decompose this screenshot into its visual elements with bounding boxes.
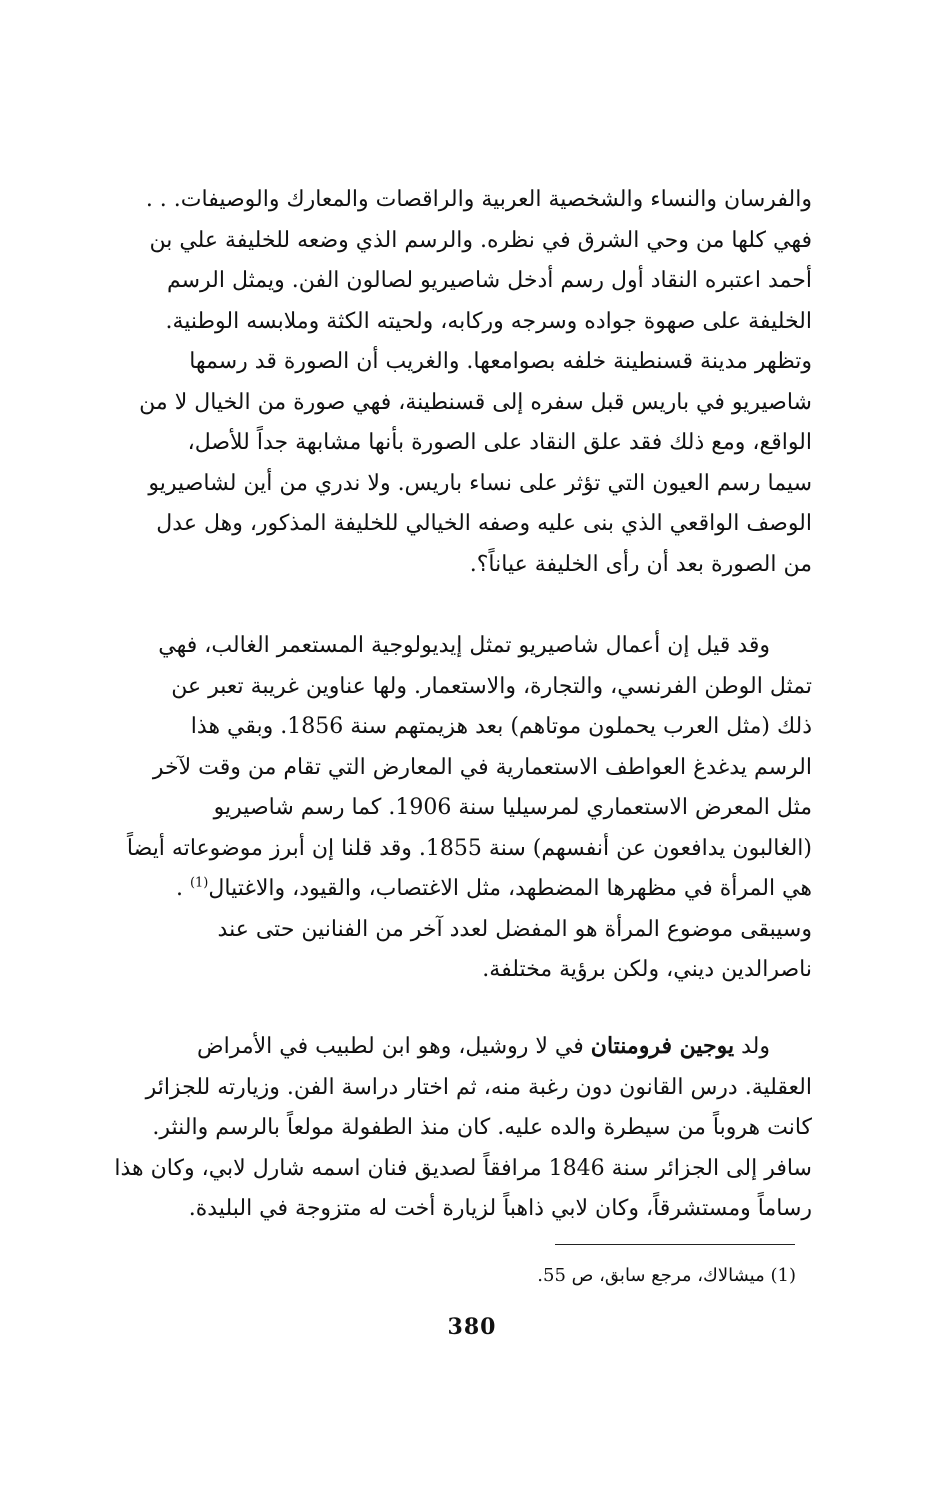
text-line: تمثل الوطن الفرنسي، والتجارة، والاستعمار. ولها عناوين غريبة تعبر عن bbox=[171, 673, 812, 699]
text-line: العقلية. درس القانون دون رغبة منه، ثم اختار دراسة الفن. وزيارته للجزائر bbox=[145, 1074, 812, 1100]
text-line: وسيبقى موضوع المرأة هو المفضل لعدد آخر من الفنانين حتى عند bbox=[217, 916, 812, 942]
text-line: ناصرالدين ديني، ولكن برؤية مختلفة. bbox=[482, 957, 812, 982]
text-line: فهي كلها من وحي الشرق في نظره. والرسم الذي وضعه للخليفة علي بن bbox=[149, 227, 812, 253]
text-line: ذلك (مثل العرب يحملون موتاهم) بعد هزيمتهم سنة 1856. وبقي هذا bbox=[190, 714, 812, 739]
text-line: الواقع، ومع ذلك فقد علق النقاد على الصورة بأنها مشابهة جداً للأصل، bbox=[187, 430, 812, 455]
footnote-divider bbox=[555, 1244, 795, 1245]
text-line: هي المرأة في مظهرها المضطهد، مثل الاغتصاب، والقيود، والاغتيال bbox=[208, 876, 812, 901]
text-fragment: ولد bbox=[734, 1034, 770, 1059]
text-line: الخليفة على صهوة جواده وسرجه وركابه، ولحيته الكثة وملابسه الوطنية. bbox=[165, 308, 812, 334]
footnote: (1) ميشالاك، مرجع سابق، ص 55. bbox=[537, 1265, 796, 1286]
person-name: يوجين فرومنتان bbox=[590, 1033, 735, 1059]
text-line: سيما رسم العيون التي تؤثر على نساء باريس. ولا ندري من أين لشاصيريو bbox=[148, 470, 812, 496]
text-line: سافر إلى الجزائر سنة 1846 مرافقاً لصديق فنان اسمه شارل لابي، وكان هذا bbox=[114, 1155, 812, 1181]
punctuation: . bbox=[175, 876, 190, 901]
text-line: الوصف الواقعي الذي بنى عليه وصفه الخيالي للخليفة المذكور، وهل عدل bbox=[156, 511, 812, 536]
text-line-with-name bbox=[96, 1026, 812, 1068]
text-line: الرسم يدغدغ العواطف الاستعمارية في المعارض التي تقام من وقت لآخر bbox=[152, 754, 812, 780]
text-line: رساماً ومستشرقاً، وكان لابي ذاهباً لزيارة أخت له متزوجة في البليدة. bbox=[188, 1196, 812, 1221]
text-line: (الغالبون يدافعون عن أنفسهم) سنة 1855. وقد قلنا إن أبرز موضوعاته أيضاً bbox=[126, 835, 812, 861]
text-line: أحمد اعتبره النقاد أول رسم أدخل شاصيريو لصالون الفن. ويمثل الرسم bbox=[166, 268, 812, 293]
text-fragment: في لا روشيل، وهو ابن لطبيب في الأمراض bbox=[197, 1034, 591, 1059]
text-line: من الصورة بعد أن رأى الخليفة عياناً؟. bbox=[469, 551, 812, 577]
footnote-reference[interactable]: (1) bbox=[189, 875, 209, 891]
paragraph-2 bbox=[96, 626, 812, 991]
text-line: وقد قيل إن أعمال شاصيريو تمثل إيديولوجية المستعمر الغالب، فهي bbox=[158, 633, 770, 658]
text-line-with-footnote bbox=[96, 869, 812, 910]
page-number: 380 bbox=[447, 1314, 497, 1340]
paragraph-1 bbox=[96, 180, 812, 585]
text-line: كانت هروباً من سيطرة والده عليه. كان منذ الطفولة مولعاً بالرسم والنثر. bbox=[152, 1115, 812, 1140]
text-line: مثل المعرض الاستعماري لمرسيليا سنة 1906. كما رسم شاصيريو bbox=[213, 795, 812, 820]
text-line: وتظهر مدينة قسنطينة خلفه بصوامعها. والغريب أن الصورة قد رسمها bbox=[189, 349, 812, 374]
text-line: والفرسان والنساء والشخصية العربية والراقصات والمعارك والوصيفات. . . bbox=[145, 187, 812, 212]
paragraph-3 bbox=[96, 1026, 812, 1230]
text-line: شاصيريو في باريس قبل سفره إلى قسنطينة، فهي صورة من الخيال لا من bbox=[139, 389, 812, 415]
